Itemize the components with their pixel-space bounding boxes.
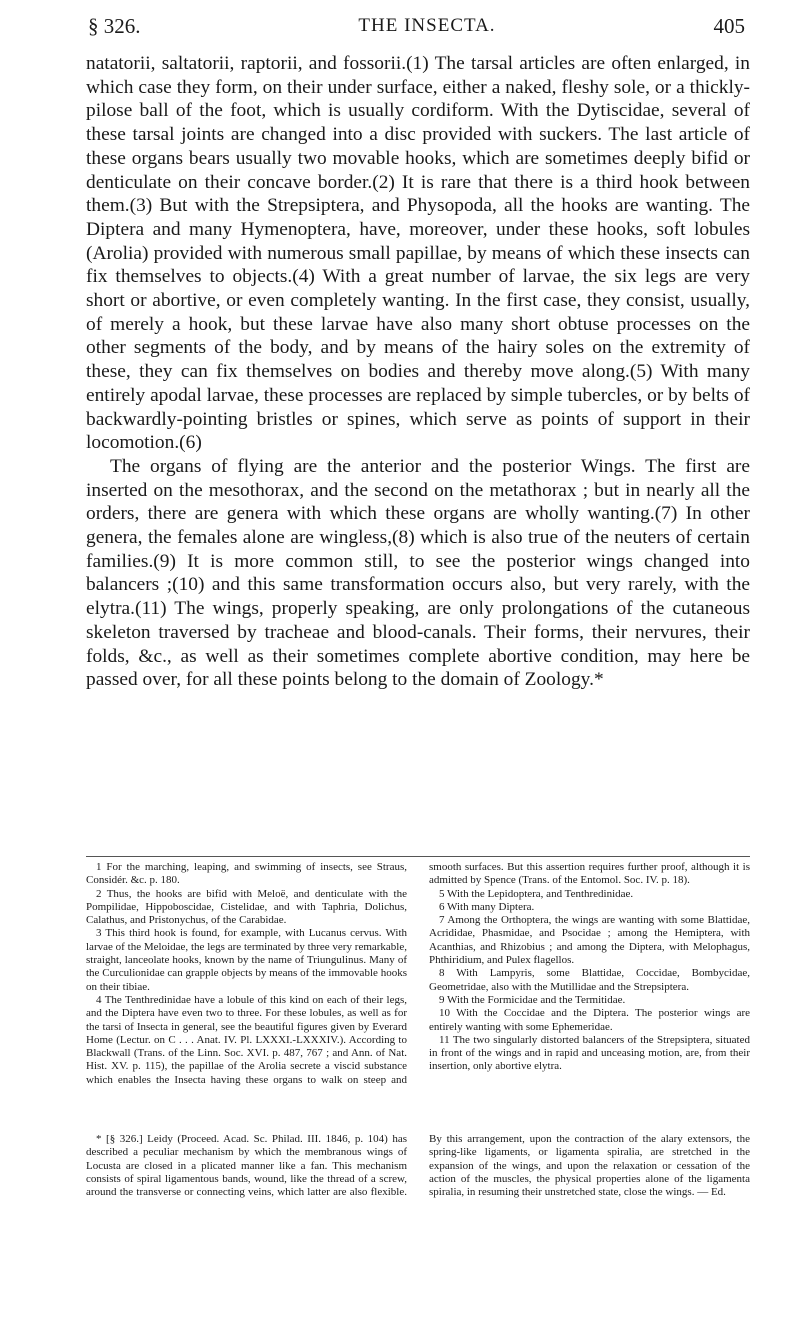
editor-note-text: * [§ 326.] Leidy (Proceed. Acad. Sc. Philad. III. 1846, p. 104) has described a peculiar mechanism by which the membranous wings of Locusta are closed in a plicated manner like a fan. This mechanism consists of spiral ligamentous bands, wound, like the thread of a screw, around the transverse or connecting veins, which latter are also flexible. By this arrangement, upon the contraction of the alary extensors, the spring-like ligaments, or ligamenta spiralia, are stretched in the expansion of the wings, and upon the relaxation or cessation of the action of the muscles, the physical properties alone of the ligamenta spiralia, in resuming their unstretched state, close the wings. — Ed. [86,1133,750,1199]
section-number: § 326. [88,13,141,38]
footnote-divider [86,856,750,857]
footnote-1: 1 For the marching, leaping, and swimming of insects, see Straus, Considér. &c. p. 180. [86,861,407,887]
editor-note [86,1133,750,1199]
main-text [86,52,750,692]
footnote-9: 9 With the Formicidae and the Termitidae. [439,993,626,1006]
running-title: THE INSECTA. [358,15,496,36]
footnotes [86,861,750,1087]
footnote-11: 11 The two singularly distorted balancers of the Strepsiptera, situated in front of the wings and in rapid and unceasing motion, are, from their insertion, only abortive elytra. [429,1033,750,1073]
footnote-8: 8 With Lampyris, some Blattidae, Coccidae, Bombycidae, Geometridae, also with the Mutillidae and the Strepsiptera. [429,967,750,993]
footnote-3: 3 This third hook is found, for example, with Lucanus cervus. With larvae of the Meloidae, the legs are terminated by three very remarkable, straight, lanceolate hooks, known by the name of Triungulinus. Many of the Curculionidae can grapple objects by means of the immovable hooks on their tibiae. [86,927,407,993]
footnote-5: 5 With the Lepidoptera, and Tenthredinidae. [439,887,634,900]
paragraph-2: The organs of flying are the anterior and the posterior Wings. The first are inserted on the mesothorax, and the second on the metathorax ; but in nearly all the orders, there are genera with which these organs are wholly wanting.(7) In other genera, the females alone are wingless,(8) which is also true of the neuters of certain families.(9) It is more common still, to see the posterior wings changed into balancers ;(10) and this same transformation occurs also, but very rarely, with the elytra.(11) The wings, properly speaking, are only prolongations of the cutaneous skeleton traversed by tracheae and blood-canals. Their forms, their nervures, their folds, &c., as well as their sometimes complete abortive condition, may here be passed over, for all these points belong to the domain of Zoology.* [86,455,750,691]
paragraph-1: natatorii, saltatorii, raptorii, and fossorii.(1) The tarsal articles are often enlarged, in which case they form, on their under surface, either a naked, fleshy sole, or a thickly-pilose ball of the foot, which is usually cordiform. With the Dytiscidae, several of these tarsal joints are changed into a disc provided with suckers. The last article of these organs bears usually two movable hooks, which are sometimes deeply bifid or denticulate on their concave border.(2) It is rare that there is a third hook between them.(3) But with the Strepsiptera, and Physopoda, all the hooks are wanting. The Diptera and many Hymenoptera, have, moreover, under these hooks, soft lobules (Arolia) provided with numerous small papillae, by means of which these insects can fix themselves to objects.(4) With a great number of larvae, the six legs are very short or abortive, or even completely wanting. In the first case, they consist, usually, of merely a hook, but these larvae have also many short obtuse processes on the other segments of the body, and by means of the hairy soles on the extremity of these, they can fix themselves on bodies and thereby move along.(5) With many entirely apodal larvae, these processes are replaced by simple tubercles, or by belts of backwardly-pointing bristles or spines, which serve as points of support in their locomotion.(6) [86,53,750,454]
footnote-4: 4 The Tenthredinidae have a lobule of this kind on each of their legs, and the Diptera have even two to three. For these lobules, as well as for the tarsi of Insecta in general, see the beautiful figures given by Everard Home (Lectur. on C . . . Anat. IV. Pl. LXXXI.-LXXXIV.). According to Blackwall (Trans. of the Linn. Soc. XVI. p. 487, 767 ; and Ann. of Nat. Hist. XV. p. 115), the papillae of the Arolia secrete a viscid substance which enables the Insecta having these organs to walk on steep and smooth surfaces. But this assertion requires further proof, although it is admitted by Spence (Trans. of the Entomol. Soc. IV. p. 18). [86,861,750,1086]
footnote-7: 7 Among the Orthoptera, the wings are wanting with some Blattidae, Acrididae, Phasmidae, and Psocidae ; among the Hemiptera, with Acanthias, and Rhizobius ; and among the Diptera, with Melophagus, Phthiridium, and Pulex flagellos. [429,914,750,967]
page-number: 405 [713,13,745,38]
footnote-10: 10 With the Coccidae and the Diptera. The posterior wings are entirely wanting with some Ephemeridae. [429,1007,750,1033]
footnote-2: 2 Thus, the hooks are bifid with Meloë, and denticulate with the Pompilidae, Hippoboscidae, Cistelidae, and with Taphria, Dolichus, Calathus, and Pristonychus, of the Carabidae. [86,887,407,927]
footnote-6: 6 With many Diptera. [439,900,535,913]
running-header [88,8,745,44]
